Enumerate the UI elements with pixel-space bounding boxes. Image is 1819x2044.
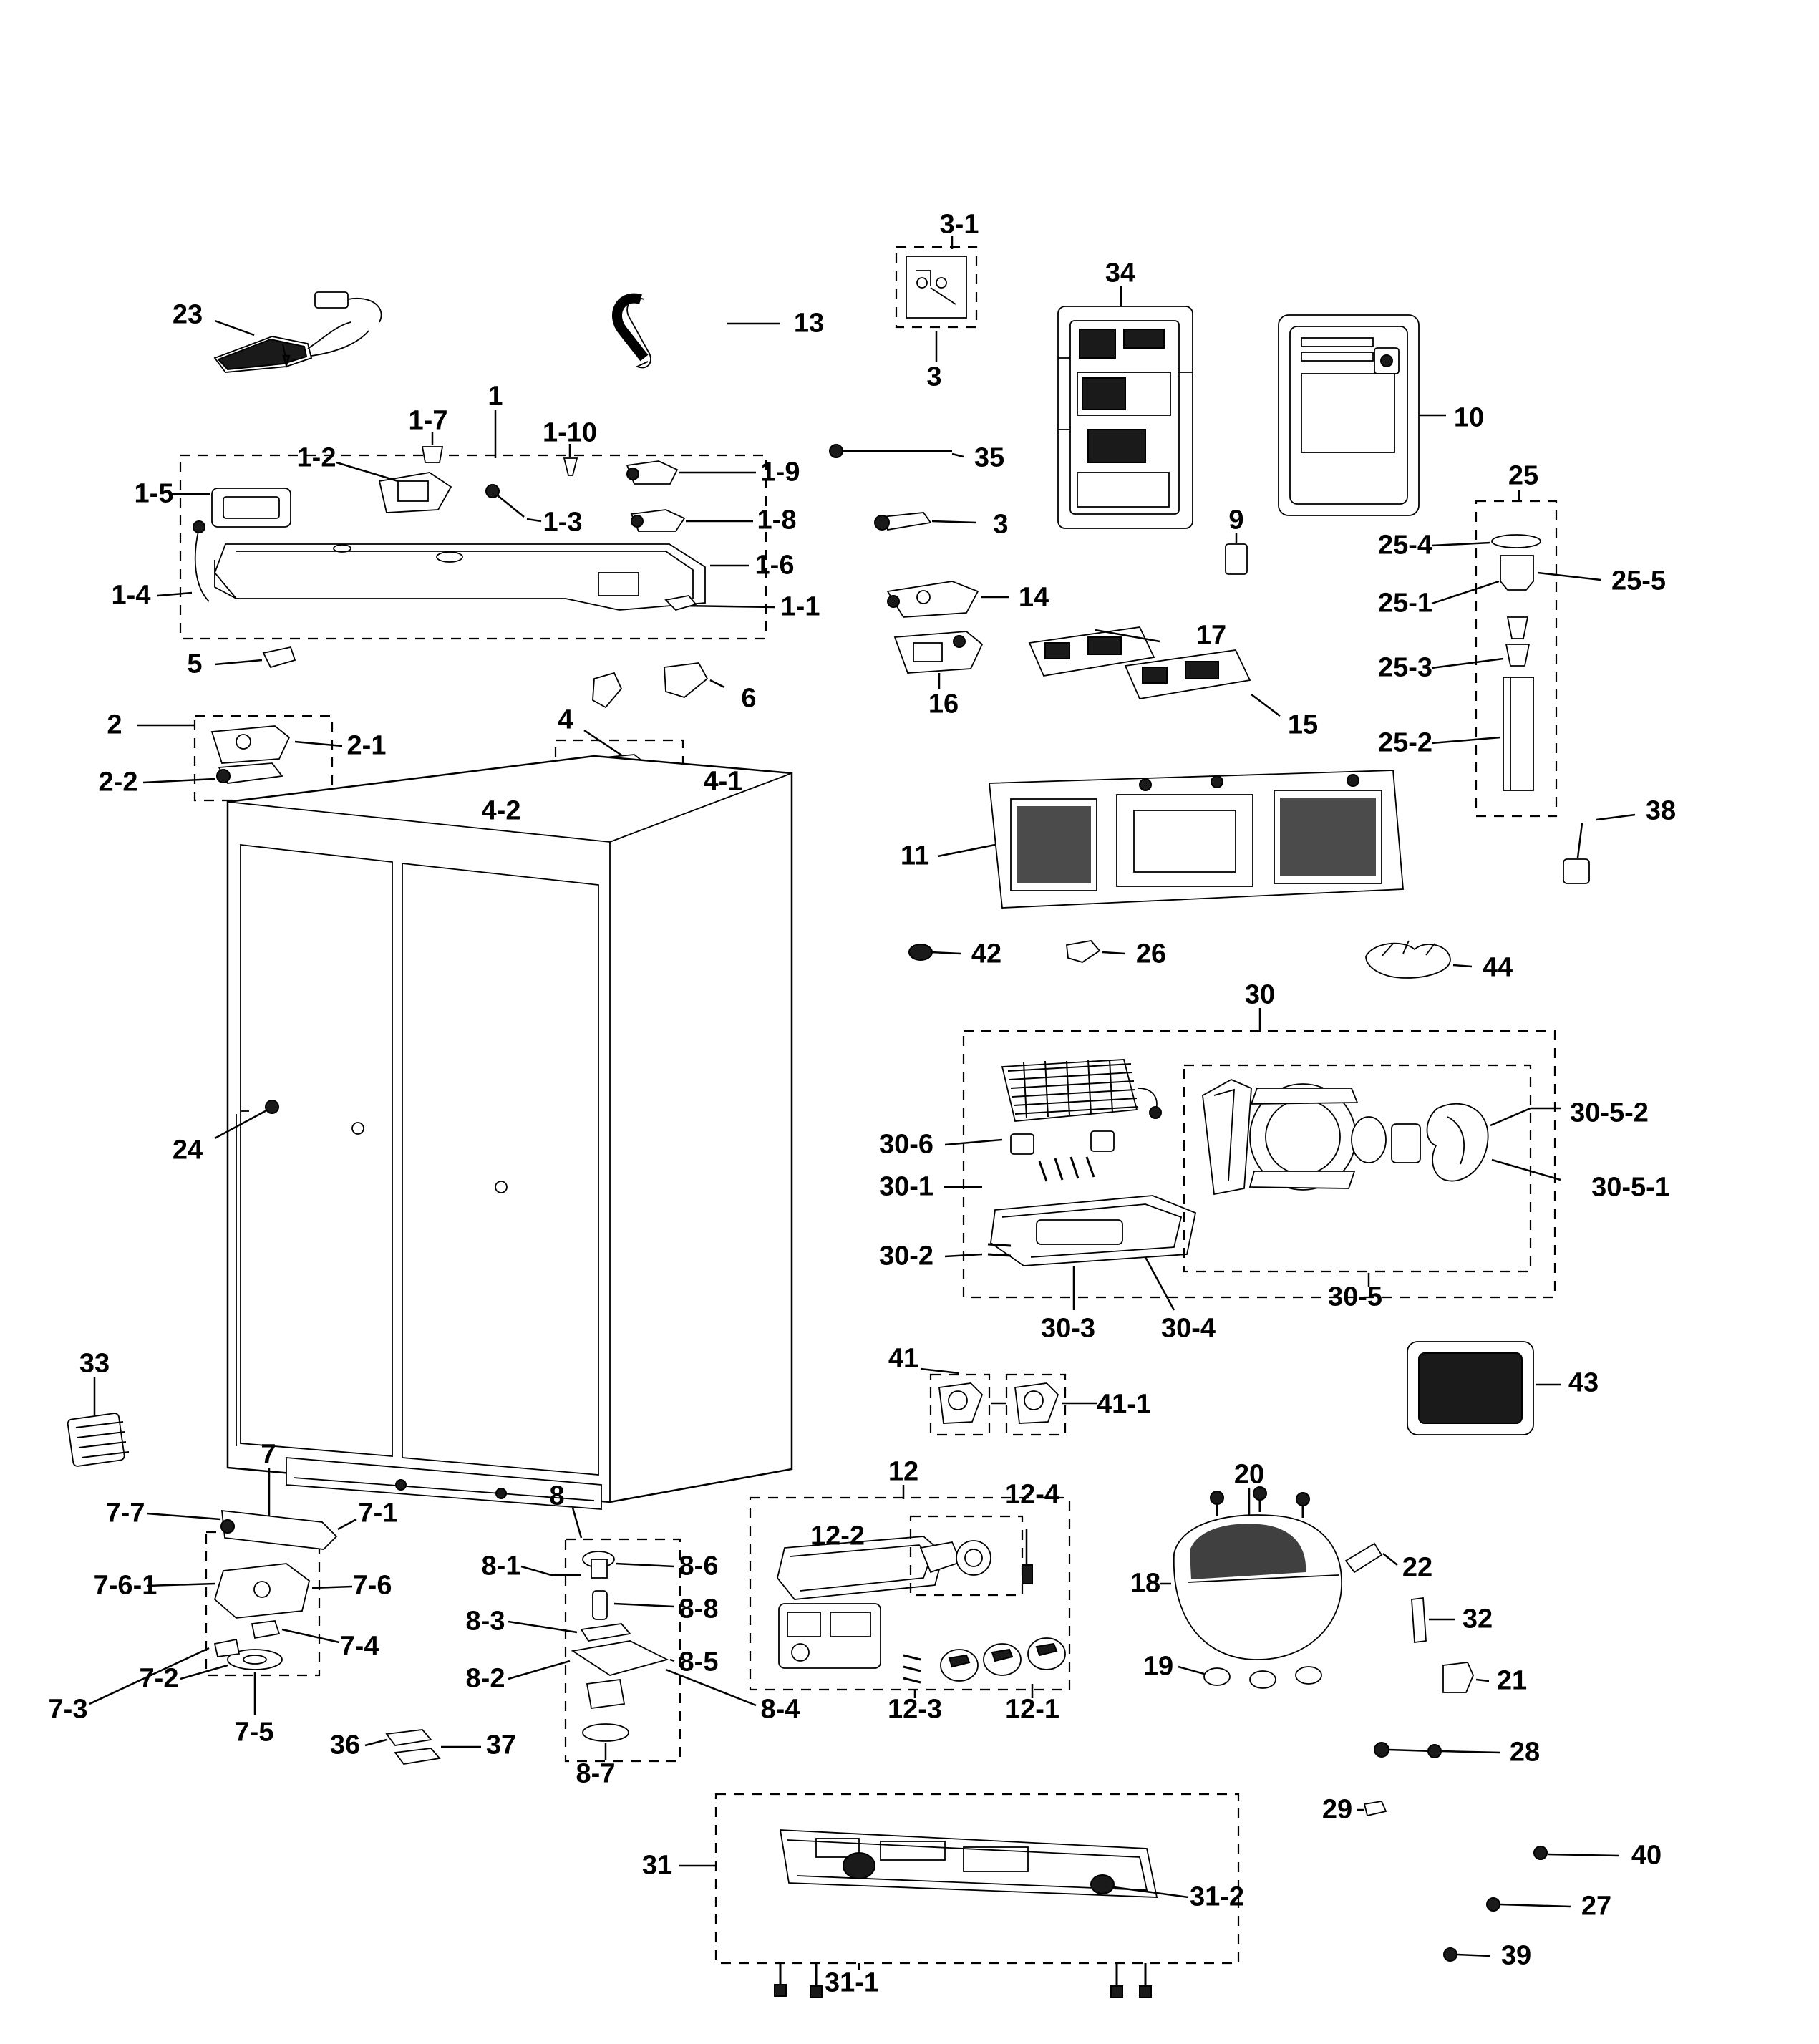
- callout-25: 25: [1508, 460, 1539, 491]
- callout-35: 35: [974, 442, 1005, 473]
- callout-25-2: 25-2: [1377, 727, 1433, 758]
- callout-2-2: 2-2: [98, 767, 138, 798]
- part-17-15: [1029, 627, 1280, 716]
- callout-28: 28: [1509, 1737, 1541, 1768]
- feet: [1178, 1667, 1321, 1688]
- callout-1-3: 1-3: [543, 507, 583, 538]
- part-23-harness: [215, 292, 382, 372]
- callout-39: 39: [1500, 1940, 1532, 1971]
- callout-3-1: 3-1: [939, 209, 979, 240]
- callout-8-3: 8-3: [465, 1606, 505, 1637]
- callout-36: 36: [329, 1730, 361, 1760]
- callout-31-1: 31-1: [824, 1967, 880, 1998]
- callout-8-1: 8-1: [481, 1551, 521, 1582]
- callout-3: 3: [926, 362, 942, 392]
- part-34-control-box: [1058, 286, 1193, 528]
- callout-30-4: 30-4: [1160, 1313, 1216, 1344]
- part-1-group: [157, 410, 775, 639]
- callout-30: 30: [1244, 979, 1276, 1010]
- callout-15: 15: [1287, 709, 1319, 740]
- part-43: [1407, 1342, 1561, 1435]
- callout-43: 43: [1568, 1367, 1599, 1398]
- part-38: [1563, 815, 1635, 883]
- callout-7-2: 7-2: [139, 1663, 179, 1694]
- callout-7-6: 7-6: [352, 1570, 392, 1601]
- part-10-cover: [1279, 315, 1446, 515]
- callout-2: 2: [107, 709, 122, 740]
- callout-25-3: 25-3: [1377, 652, 1433, 683]
- part-5: [215, 647, 295, 667]
- callout-7-5: 7-5: [234, 1717, 274, 1748]
- part-12-group: [750, 1485, 1069, 1698]
- callout-1-8: 1-8: [757, 505, 797, 536]
- callout-1-10: 1-10: [542, 417, 598, 448]
- callout-38: 38: [1645, 795, 1677, 826]
- callout-8-5: 8-5: [679, 1647, 719, 1677]
- callout-12: 12: [888, 1456, 919, 1487]
- callout-2-1: 2-1: [346, 730, 387, 761]
- part-14: [888, 581, 1009, 617]
- callout-30-1: 30-1: [878, 1171, 934, 1202]
- callout-1-1: 1-1: [780, 591, 820, 622]
- part-12-1-knobs: [941, 1638, 1065, 1681]
- part-2-group: [137, 716, 342, 800]
- callout-11: 11: [900, 841, 930, 871]
- callout-1-6: 1-6: [755, 550, 795, 581]
- callout-34: 34: [1105, 258, 1136, 289]
- callout-7-4: 7-4: [339, 1631, 379, 1662]
- part-8-group: [508, 1508, 756, 1761]
- callout-30-5-2: 30-5-2: [1570, 1098, 1649, 1128]
- callout-14: 14: [1018, 582, 1049, 613]
- callout-19: 19: [1143, 1651, 1174, 1682]
- part-11-panel: [938, 770, 1403, 908]
- callout-17: 17: [1195, 620, 1227, 651]
- callout-33: 33: [79, 1348, 110, 1379]
- callout-20: 20: [1233, 1459, 1265, 1490]
- callout-25-4: 25-4: [1377, 530, 1433, 561]
- callout-30-6: 30-6: [878, 1129, 934, 1160]
- callout-12-2: 12-2: [810, 1521, 865, 1551]
- part-33: [67, 1377, 129, 1467]
- callout-30-5: 30-5: [1327, 1282, 1383, 1312]
- callout-4: 4: [558, 704, 573, 735]
- callout-7: 7: [261, 1439, 276, 1470]
- part-31-group: [679, 1794, 1238, 1997]
- callout-22: 22: [1402, 1552, 1433, 1583]
- part-3-screw: [875, 513, 976, 530]
- callout-25-5: 25-5: [1611, 566, 1667, 596]
- callout-12-1: 12-1: [1004, 1694, 1060, 1725]
- callout-40: 40: [1631, 1840, 1662, 1871]
- callout-10: 10: [1453, 402, 1485, 433]
- callout-25-1: 25-1: [1377, 588, 1433, 619]
- callout-1-2: 1-2: [296, 442, 336, 473]
- callout-31: 31: [641, 1850, 673, 1881]
- callout-31-2: 31-2: [1189, 1881, 1245, 1912]
- part-13-tube: [617, 299, 780, 368]
- callout-1-9: 1-9: [760, 457, 800, 488]
- callout-21: 21: [1496, 1665, 1528, 1696]
- part-25-group: [1432, 490, 1601, 816]
- callout-26: 26: [1135, 939, 1167, 969]
- callout-30-5-1: 30-5-1: [1591, 1172, 1670, 1203]
- callout-32: 32: [1462, 1604, 1493, 1634]
- callout-6: 6: [741, 683, 757, 714]
- compressor-group: [1160, 1487, 1489, 1692]
- callout-3-b: 3: [993, 509, 1009, 540]
- fasteners: [1357, 1743, 1619, 1961]
- callout-29: 29: [1321, 1794, 1353, 1825]
- callout-8-7: 8-7: [576, 1758, 616, 1789]
- part-35-rod: [830, 445, 964, 457]
- part-41-group: [921, 1369, 1097, 1435]
- callout-30-2: 30-2: [878, 1241, 934, 1272]
- callout-12-4: 12-4: [1004, 1479, 1060, 1510]
- callout-24: 24: [172, 1135, 203, 1166]
- callout-9: 9: [1228, 505, 1244, 536]
- callout-23: 23: [172, 299, 203, 330]
- part-30-group: [944, 1008, 1561, 1310]
- cabinet-24: [215, 756, 792, 1509]
- callout-42: 42: [971, 939, 1002, 969]
- callout-1: 1: [488, 381, 503, 412]
- part-9: [1226, 533, 1247, 574]
- callout-7-3: 7-3: [48, 1694, 88, 1725]
- callout-30-3: 30-3: [1040, 1313, 1096, 1344]
- callout-7-1: 7-1: [358, 1498, 398, 1529]
- callout-8: 8: [549, 1481, 565, 1511]
- callout-5: 5: [187, 649, 203, 679]
- callout-18: 18: [1130, 1568, 1161, 1599]
- callout-1-7: 1-7: [408, 405, 448, 436]
- callout-12-3: 12-3: [887, 1694, 943, 1725]
- part-3-1-group: [896, 236, 976, 362]
- callout-8-6: 8-6: [679, 1551, 719, 1582]
- callout-41-1: 41-1: [1096, 1389, 1152, 1420]
- callout-13: 13: [793, 308, 825, 339]
- callout-1-5: 1-5: [134, 478, 174, 509]
- callout-41: 41: [888, 1343, 919, 1374]
- callout-27: 27: [1581, 1891, 1612, 1922]
- callout-44: 44: [1482, 952, 1513, 983]
- part-36-37: [365, 1730, 481, 1764]
- callout-8-4: 8-4: [760, 1694, 800, 1725]
- callout-16: 16: [928, 689, 959, 720]
- callout-7-6-1: 7-6-1: [93, 1570, 157, 1601]
- part-16: [895, 631, 982, 689]
- callout-8-2: 8-2: [465, 1663, 505, 1694]
- callout-7-7: 7-7: [105, 1498, 145, 1529]
- callout-8-8: 8-8: [679, 1594, 719, 1624]
- callout-4-1: 4-1: [703, 766, 743, 797]
- part-6: [593, 663, 724, 707]
- callout-37: 37: [485, 1730, 517, 1760]
- callout-4-2: 4-2: [481, 795, 521, 826]
- callout-1-4: 1-4: [111, 580, 151, 611]
